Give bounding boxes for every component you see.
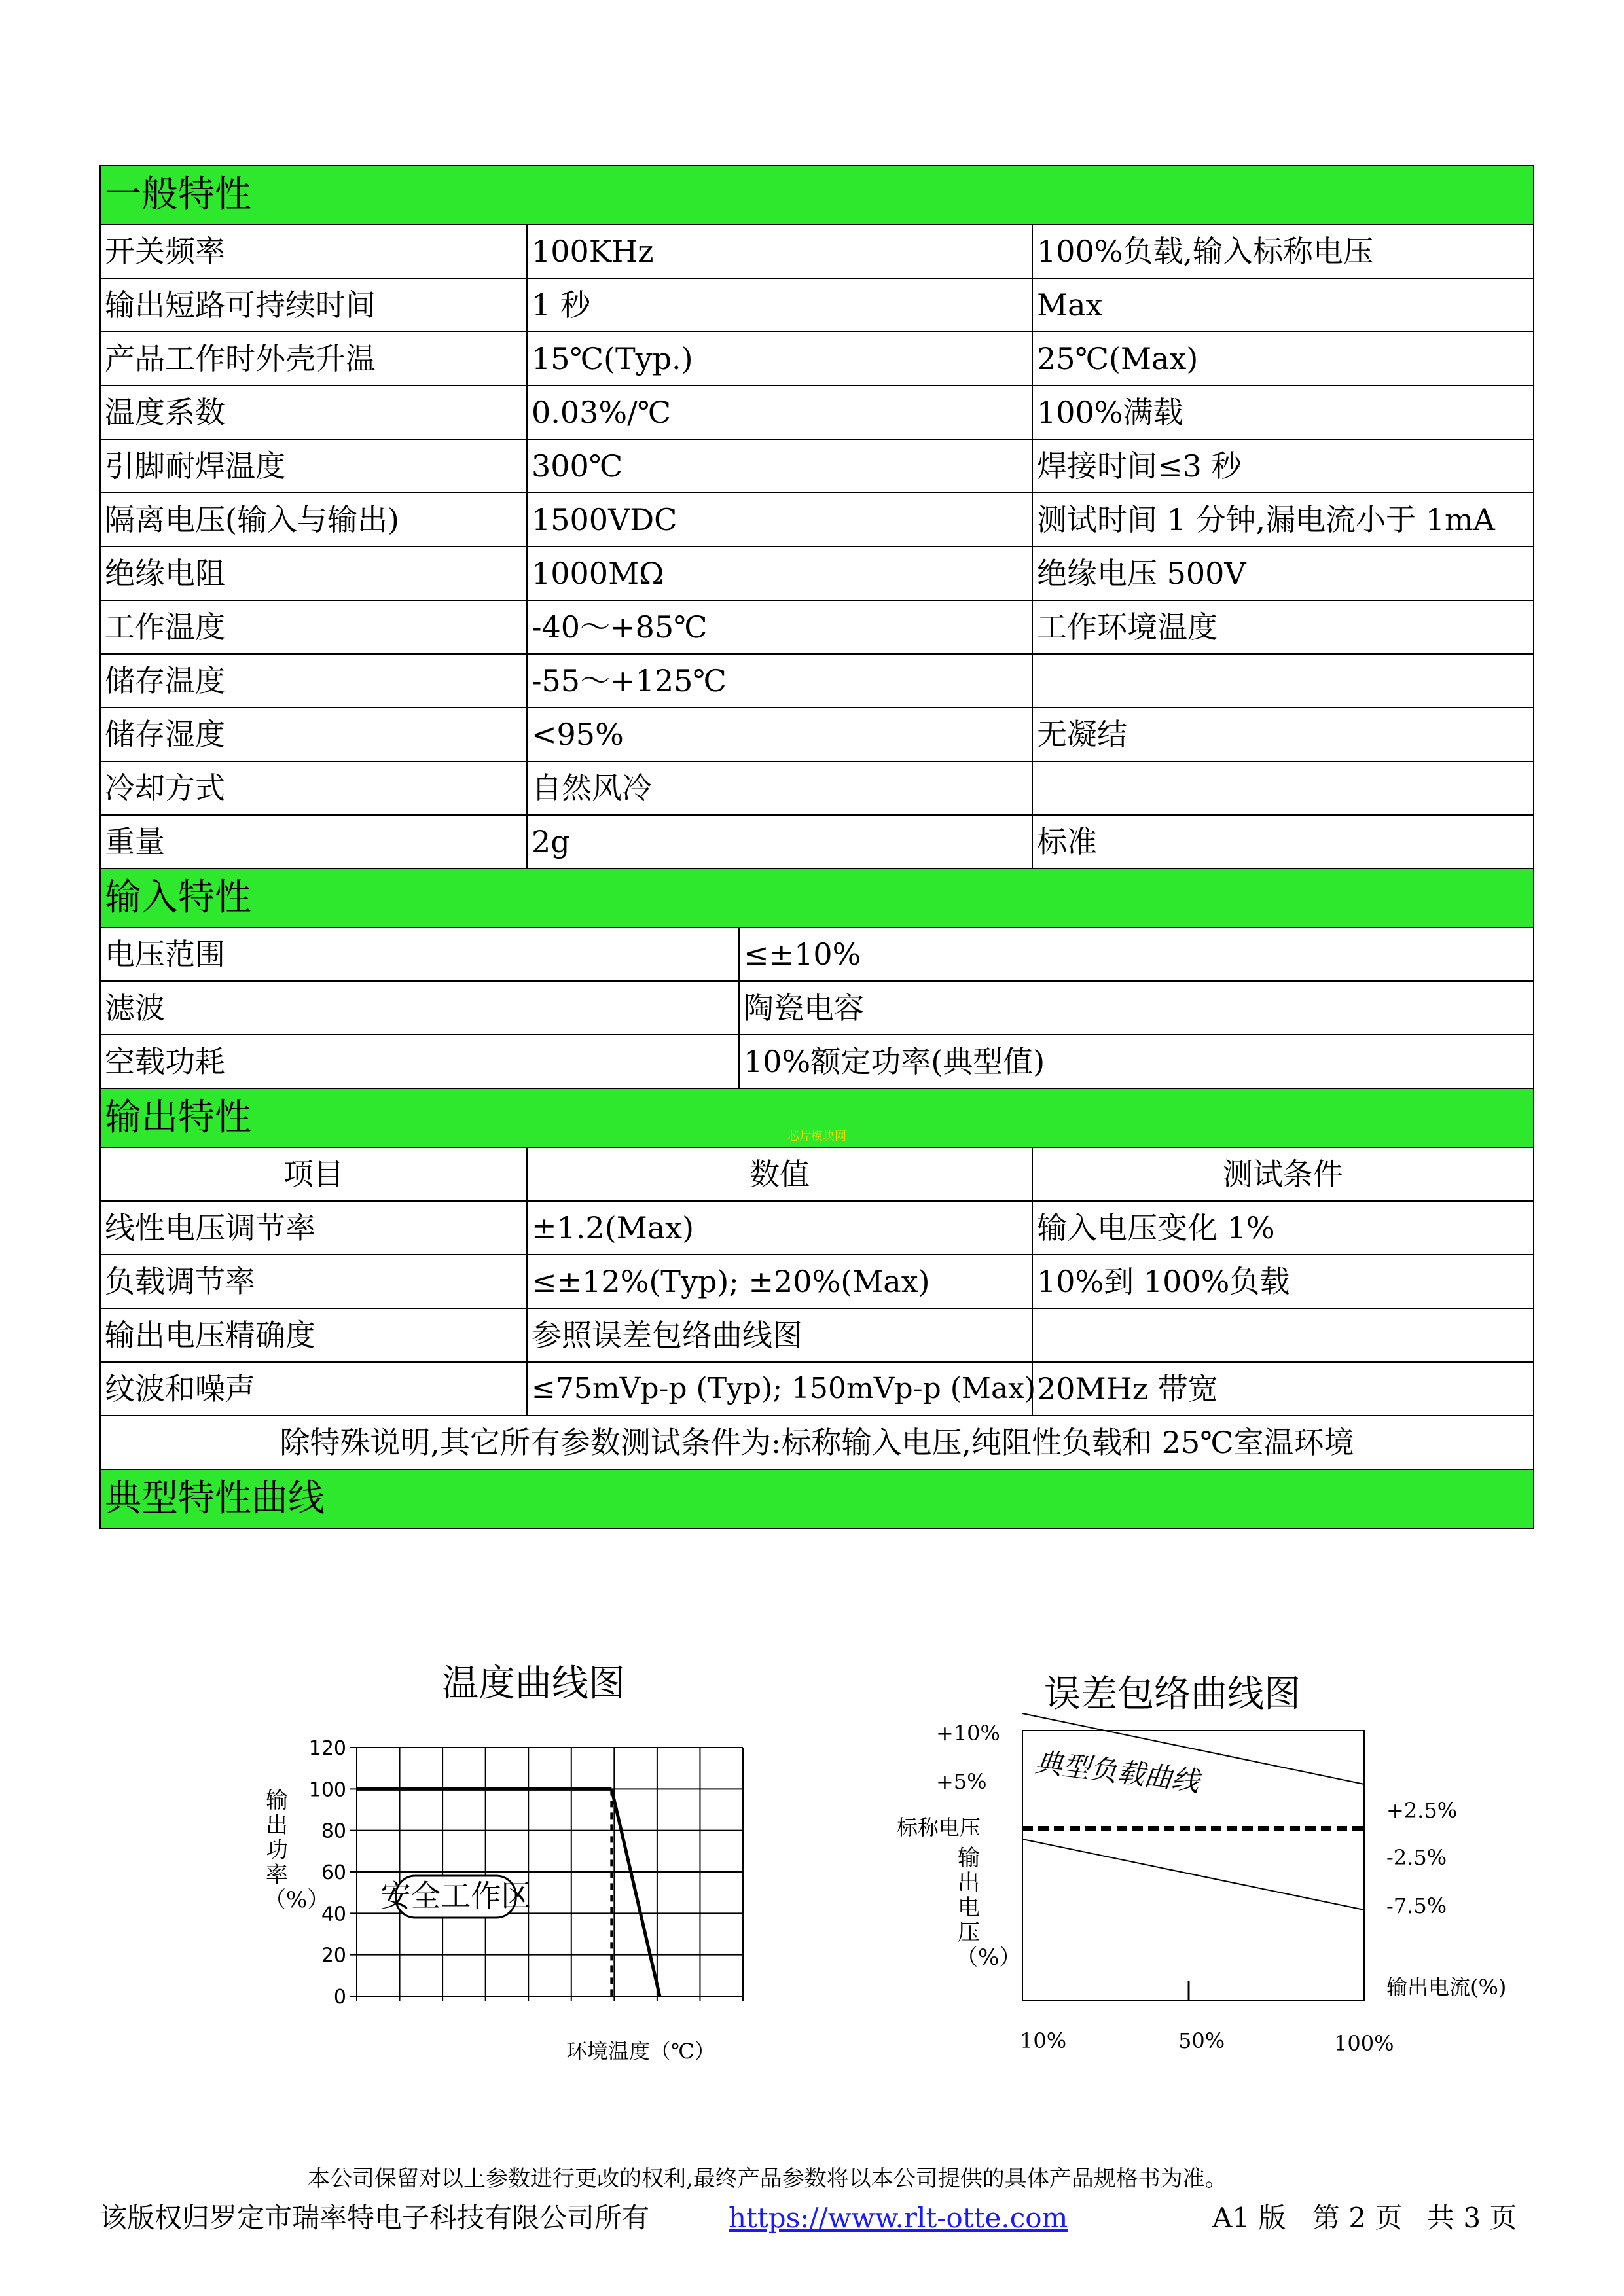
table-row: 输出电压精确度 参照误差包络曲线图 (100, 1308, 1534, 1362)
section-input-title: 输入特性 (100, 869, 1534, 927)
section-output-title: 输出特性 芯片模块网 (100, 1088, 1534, 1147)
temp-chart-ylabel: 输出功率（%） (264, 1787, 330, 1913)
table-row: 开关频率 100KHz 100%负载,输入标称电压 (100, 224, 1534, 278)
error-xtick-50: 50% (1178, 2028, 1225, 2053)
temp-chart-yticks (309, 1737, 346, 2009)
input-param-label: 滤波 (101, 982, 740, 1034)
y-tick-label: 100 (308, 1778, 346, 1802)
error-chart (1020, 1728, 1367, 2003)
test-conditions-note: 除特殊说明,其它所有参数测试条件为:标称输入电压,纯阻性负载和 25℃室温环境 (100, 1416, 1534, 1469)
temp-derating-drop-line (611, 1789, 660, 1996)
table-row: 温度系数 0.03%/℃ 100%满载 (100, 386, 1534, 439)
section-general-title: 一般特性 (100, 166, 1534, 224)
footer-url-link[interactable]: https://www.rlt-otte.com (729, 2202, 1068, 2234)
error-chart-xlabel: 输出电流(%) (1386, 1975, 1507, 2000)
error-chart-title: 误差包络曲线图 (1044, 1673, 1301, 1715)
input-param-label: 空载功耗 (101, 1035, 740, 1088)
input-param-value: ≤±10% (744, 937, 861, 972)
table-row: 绝缘电阻 1000MΩ 绝缘电压 500V (100, 547, 1534, 600)
y-tick-label: 80 (321, 1820, 346, 1843)
table-row: 输出短路可持续时间 1 秒 Max (100, 278, 1534, 332)
footer-version: A1 版 (1212, 2202, 1286, 2234)
error-xtick-10: 10% (1020, 2028, 1067, 2053)
section-curves-title: 典型特性曲线 (100, 1469, 1534, 1528)
table-row: 引脚耐焊温度 300℃ 焊接时间≤3 秒 (100, 439, 1534, 493)
footer-total: 共 3 页 (1427, 2202, 1517, 2234)
table-row: 冷却方式 自然风冷 (100, 761, 1534, 815)
table-row: 工作温度 -40～+85℃ 工作环境温度 (100, 600, 1534, 654)
error-label-plus2-5: +2.5% (1386, 1798, 1458, 1823)
typical-load-curve-label: 典型负载曲线 (1033, 1746, 1201, 1798)
y-tick-label: 20 (321, 1944, 346, 1967)
table-header-row: 项目 数值 测试条件 (100, 1147, 1534, 1201)
watermark-text: 芯片模块网 (787, 1130, 846, 1143)
table-row (100, 981, 1534, 1035)
table-row (100, 927, 1534, 981)
y-tick-label: 60 (321, 1861, 346, 1884)
lower-envelope-line (1022, 1839, 1364, 1910)
y-tick-label: 120 (308, 1737, 346, 1760)
temp-chart (308, 1737, 759, 2029)
table-row: 储存温度 -55～+125℃ (100, 654, 1534, 708)
temp-chart-grid (350, 1748, 743, 2001)
temp-chart-xlabel: 环境温度（℃） (566, 2039, 715, 2064)
footer-page: 第 2 页 (1312, 2202, 1403, 2234)
footer-copyright: 该版权归罗定市瑞率特电子科技有限公司所有 (99, 2202, 650, 2234)
safe-area-label: 安全工作区 (380, 1878, 532, 1914)
table-row: 纹波和噪声 ≤75mVp-p (Typ); 150mVp-p (Max) 20MHz 带宽 (100, 1362, 1534, 1416)
table-row: 储存湿度 <95% 无凝结 (100, 708, 1534, 761)
error-label-plus5: +5% (936, 1769, 987, 1794)
y-tick-label: 40 (321, 1903, 346, 1926)
temp-chart-title: 温度曲线图 (442, 1662, 625, 1705)
footer-disclaimer: 本公司保留对以上参数进行更改的权利,最终产品参数将以本公司提供的具体产品规格书为准。 (308, 2166, 1227, 2192)
y-tick-label: 0 (333, 1986, 346, 2009)
table-row: 隔离电压(输入与输出) 1500VDC 测试时间 1 分钟,漏电流小于 1mA (100, 493, 1534, 547)
table-row: 负载调节率 ≤±12%(Typ); ±20%(Max) 10%到 100%负载 (100, 1255, 1534, 1308)
input-param-value: 10%额定功率(典型值) (744, 1044, 1045, 1079)
error-label-plus10: +10% (936, 1721, 1000, 1746)
input-param-label: 电压范围 (101, 928, 740, 980)
input-param-value: 陶瓷电容 (744, 990, 864, 1026)
error-chart-ylabel: 输出电压（%） (956, 1845, 1022, 1971)
table-row: 线性电压调节率 ±1.2(Max) 输入电压变化 1% (100, 1201, 1534, 1255)
spec-table (99, 165, 1534, 1529)
error-xtick-100: 100% (1334, 2031, 1394, 2056)
error-label-minus2-5: -2.5% (1386, 1845, 1447, 1870)
table-row (100, 1035, 1534, 1088)
error-label-nominal: 标称电压 (897, 1815, 981, 1840)
error-label-minus7-5: -7.5% (1386, 1893, 1447, 1918)
table-row: 产品工作时外壳升温 15℃(Typ.) 25℃(Max) (100, 332, 1534, 386)
table-row: 重量 2g 标准 (100, 815, 1534, 869)
